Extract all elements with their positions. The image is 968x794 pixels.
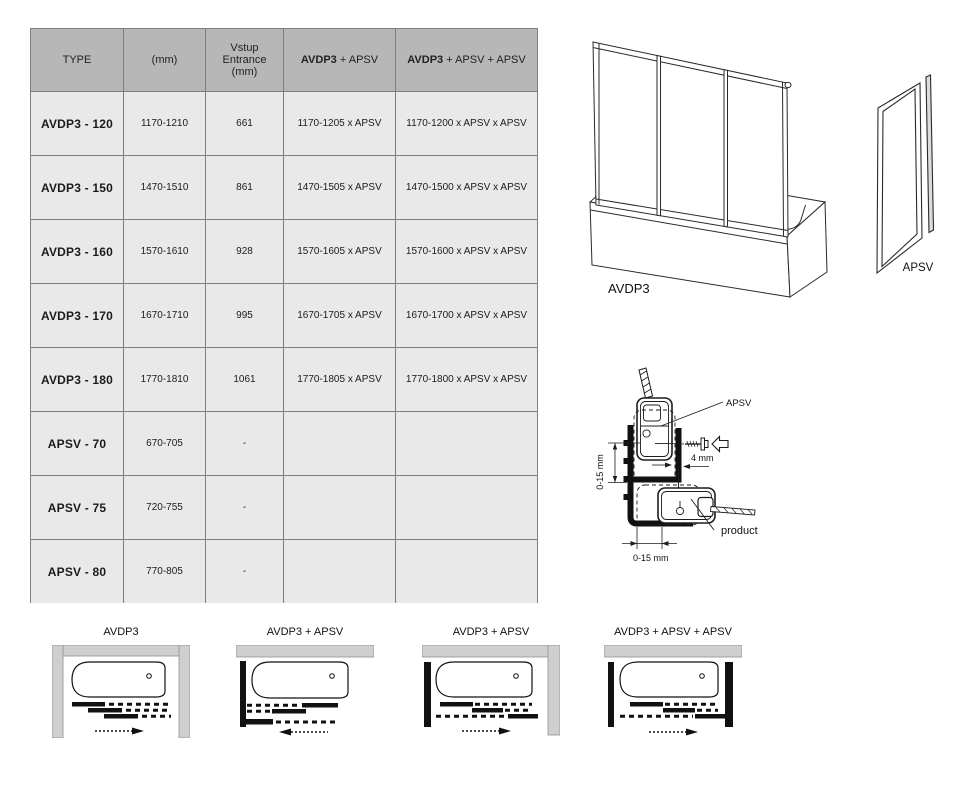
table-cell-combo1: 1670-1705 x APSV	[284, 284, 396, 348]
bathtub-outline	[620, 662, 718, 697]
table-row	[31, 92, 538, 156]
apsv-panel-drawing	[877, 75, 934, 273]
table-cell-mm: 1670-1710	[124, 284, 206, 348]
drain-icon	[330, 674, 335, 679]
table-cell-type: AVDP3 - 150	[31, 156, 124, 220]
table-cell-combo1: 1570-1605 x APSV	[284, 220, 396, 284]
spec-table-header	[31, 29, 538, 92]
table-cell-combo2	[396, 476, 538, 540]
glass-hatch-top	[639, 368, 653, 398]
bathtub-outline	[252, 662, 348, 698]
table-cell-combo2: 1170-1200 x APSV x APSV	[396, 92, 538, 156]
table-row	[31, 348, 538, 412]
table-row	[31, 220, 538, 284]
table-cell-type: APSV - 75	[31, 476, 124, 540]
table-cell-entrance: 995	[206, 284, 284, 348]
table-cell-combo2: 1770-1800 x APSV x APSV	[396, 348, 538, 412]
table-cell-combo2	[396, 540, 538, 604]
col-header-mm: (mm)	[124, 29, 206, 92]
table-cell-entrance: -	[206, 412, 284, 476]
bottom-dim-label: 0-15 mm	[633, 553, 669, 563]
screw-dim-label: 4 mm	[691, 453, 714, 463]
slide-direction-arrow	[462, 728, 511, 735]
sliding-doors	[272, 703, 338, 714]
table-row	[31, 412, 538, 476]
table-cell-entrance: 928	[206, 220, 284, 284]
table-row	[31, 476, 538, 540]
plan-view-avdp3-apsv-2	[422, 645, 560, 738]
plan-label-avdp3-apsv-apsv: AVDP3 + APSV + APSV	[614, 626, 732, 638]
drain-icon	[514, 674, 519, 679]
table-row	[31, 540, 538, 604]
table-cell-mm: 720-755	[124, 476, 206, 540]
plan-view-avdp3-apsv-1	[236, 645, 374, 738]
table-cell-combo1: 1770-1805 x APSV	[284, 348, 396, 412]
table-cell-type: AVDP3 - 120	[31, 92, 124, 156]
table-cell-mm: 1570-1610	[124, 220, 206, 284]
table-cell-entrance: -	[206, 476, 284, 540]
table-cell-mm: 1770-1810	[124, 348, 206, 412]
slide-direction-arrow	[279, 729, 328, 736]
table-cell-mm: 670-705	[124, 412, 206, 476]
table-cell-combo1: 1170-1205 x APSV	[284, 92, 396, 156]
wall	[236, 645, 374, 657]
detail-product-label: product	[721, 525, 758, 537]
col-header-combo1	[284, 29, 396, 92]
table-cell-combo2	[396, 412, 538, 476]
col-header-combo1-rest: + APSV	[336, 54, 379, 66]
apsv-profile-section	[637, 398, 672, 460]
table-cell-type: APSV - 80	[31, 540, 124, 604]
table-cell-combo2: 1570-1600 x APSV x APSV	[396, 220, 538, 284]
plan-label-avdp3-apsv-1: AVDP3 + APSV	[266, 626, 344, 638]
detail-apsv-label: APSV	[726, 398, 752, 409]
col-header-type: TYPE	[31, 29, 124, 92]
col-header-combo2-rest: + APSV + APSV	[443, 54, 526, 66]
table-cell-entrance: -	[206, 540, 284, 604]
table-cell-mm: 770-805	[124, 540, 206, 604]
table-cell-entrance: 661	[206, 92, 284, 156]
table-cell-type: AVDP3 - 160	[31, 220, 124, 284]
table-cell-mm: 1170-1210	[124, 92, 206, 156]
product-isometric-drawing	[585, 30, 945, 310]
product-profile-section	[658, 488, 715, 523]
table-cell-mm: 1470-1510	[124, 156, 206, 220]
table-cell-type: AVDP3 - 170	[31, 284, 124, 348]
table-cell-combo1: 1470-1505 x APSV	[284, 156, 396, 220]
apsv-drawing-label: APSV	[902, 262, 934, 274]
table-cell-combo2: 1670-1700 x APSV x APSV	[396, 284, 538, 348]
plan-view-avdp3-apsv-apsv	[604, 645, 742, 738]
plan-label-avdp3-apsv-2: AVDP3 + APSV	[452, 626, 530, 638]
col-header-combo2-bold: AVDP3	[407, 54, 444, 66]
glass-hatch-right	[711, 507, 756, 516]
side-dim-label: 0-15 mm	[595, 454, 605, 490]
table-cell-type: APSV - 70	[31, 412, 124, 476]
table-cell-type: AVDP3 - 180	[31, 348, 124, 412]
bottom-dimension	[622, 527, 677, 549]
drain-icon	[147, 674, 152, 679]
col-header-combo2	[396, 29, 538, 92]
plan-label-avdp3: AVDP3	[103, 626, 139, 638]
bathtub-outline	[436, 662, 532, 697]
col-header-combo1-bold: AVDP3	[300, 54, 337, 66]
table-cell-combo1	[284, 412, 396, 476]
insert-arrow-icon	[712, 437, 728, 452]
wall	[604, 645, 742, 657]
table-cell-entrance: 1061	[206, 348, 284, 412]
drain-icon	[700, 674, 705, 679]
header-row	[31, 29, 538, 92]
apsv-side-panel	[424, 662, 431, 727]
spec-table	[30, 28, 538, 603]
table-cell-combo1	[284, 476, 396, 540]
slide-direction-arrow	[649, 729, 698, 736]
table-row	[31, 156, 538, 220]
spec-table-body	[31, 92, 538, 604]
table-row	[31, 284, 538, 348]
col-header-entrance: Vstup Entrance (mm)	[206, 29, 284, 92]
slide-direction-arrow	[95, 728, 144, 735]
avdp3-screen-drawing	[593, 42, 791, 237]
table-cell-combo1	[284, 540, 396, 604]
avdp3-drawing-label: AVDP3	[608, 281, 650, 296]
table-cell-combo2: 1470-1500 x APSV x APSV	[396, 156, 538, 220]
table-cell-entrance: 861	[206, 156, 284, 220]
plan-view-avdp3	[52, 645, 190, 738]
bathtub-outline	[72, 662, 165, 697]
mounting-detail-drawing	[595, 360, 810, 572]
